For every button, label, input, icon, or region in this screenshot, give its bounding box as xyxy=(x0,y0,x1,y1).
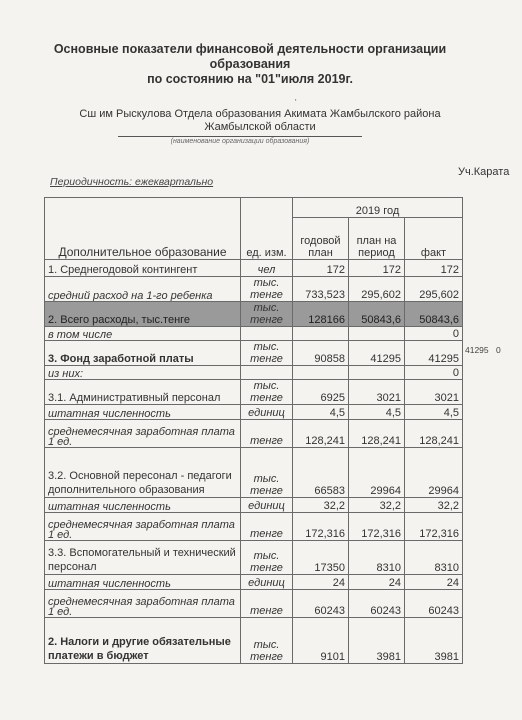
header-category: Дополнительное образование xyxy=(45,198,241,260)
row-period-plan: 3021 xyxy=(349,380,405,405)
row-unit: единиц xyxy=(241,575,293,590)
title-line-1: Основные показатели финансовой деятельности организации xyxy=(53,42,447,56)
table-row xyxy=(45,380,463,405)
row-label: из них: xyxy=(45,366,241,380)
stray-tick-mark: ' xyxy=(295,98,297,107)
row-period-plan: 128,241 xyxy=(349,420,405,448)
row-fact: 50843,6 xyxy=(405,302,463,327)
row-unit: тыс. тенге xyxy=(241,541,293,575)
row-annual-plan xyxy=(293,366,349,380)
header-year: 2019 год xyxy=(293,198,463,218)
row-annual-plan: 172 xyxy=(293,260,349,277)
row-period-plan: 32,2 xyxy=(349,498,405,513)
header-annual-plan: годовой план xyxy=(293,218,349,260)
row-period-plan xyxy=(349,327,405,341)
row-annual-plan: 6925 xyxy=(293,380,349,405)
row-annual-plan: 4,5 xyxy=(293,405,349,420)
row-annual-plan: 172,316 xyxy=(293,513,349,541)
row-annual-plan: 17350 xyxy=(293,541,349,575)
table-row xyxy=(45,260,463,277)
row-label: штатная численность xyxy=(45,405,241,420)
org-underline xyxy=(118,136,362,137)
row-label: 3.3. Вспомогательный и технический персонал xyxy=(45,541,241,575)
row-unit: единиц xyxy=(241,405,293,420)
row-fact: 128,241 xyxy=(405,420,463,448)
row-label: штатная численность xyxy=(45,575,241,590)
row-fact: 172,316 xyxy=(405,513,463,541)
row-unit: тыс. тенге xyxy=(241,341,293,366)
table-row xyxy=(45,448,463,498)
table-row xyxy=(45,366,463,380)
row-fact: 3981 xyxy=(405,618,463,664)
header-unit: ед. изм. xyxy=(241,198,293,260)
table-row xyxy=(45,341,463,366)
row-period-plan xyxy=(349,366,405,380)
row-period-plan: 24 xyxy=(349,575,405,590)
row-label: среднемесячная заработная плата 1 ед. xyxy=(45,420,241,448)
row-period-plan: 29964 xyxy=(349,448,405,498)
row-fact: 295,602 xyxy=(405,277,463,302)
row-fact: 4,5 xyxy=(405,405,463,420)
org-line-2: Жамбылской области xyxy=(204,121,316,133)
table-row xyxy=(45,618,463,664)
row-annual-plan: 24 xyxy=(293,575,349,590)
row-fact: 32,2 xyxy=(405,498,463,513)
row-unit: тенге xyxy=(241,590,293,618)
row-label: 3. Фонд заработной платы xyxy=(45,341,241,366)
row-period-plan: 60243 xyxy=(349,590,405,618)
table-row-highlighted xyxy=(45,302,463,327)
corner-handwritten-note: Уч.Карата xyxy=(458,166,510,178)
row-period-plan: 295,602 xyxy=(349,277,405,302)
row-period-plan: 8310 xyxy=(349,541,405,575)
table-row xyxy=(45,405,463,420)
row-annual-plan: 32,2 xyxy=(293,498,349,513)
organization-name xyxy=(40,108,480,134)
row-annual-plan: 9101 xyxy=(293,618,349,664)
row-fact: 172 xyxy=(405,260,463,277)
row-annual-plan: 60243 xyxy=(293,590,349,618)
row-label: штатная численность xyxy=(45,498,241,513)
row-unit: тыс. тенге xyxy=(241,380,293,405)
row-fact: 0 xyxy=(405,327,463,341)
row-unit: тенге xyxy=(241,513,293,541)
title-line-2: образования xyxy=(209,57,291,71)
row-label: 3.1. Административный персонал xyxy=(45,380,241,405)
row-unit: тенге xyxy=(241,420,293,448)
row-annual-plan: 733,523 xyxy=(293,277,349,302)
table-row xyxy=(45,327,463,341)
row-unit: тыс. тенге xyxy=(241,277,293,302)
table-row xyxy=(45,590,463,618)
row-unit: единиц xyxy=(241,498,293,513)
row-fact: 24 xyxy=(405,575,463,590)
row-period-plan: 50843,6 xyxy=(349,302,405,327)
row-fact: 41295 xyxy=(405,341,463,366)
org-line-1: Сш им Рыскулова Отдела образования Акимата Жамбылского района xyxy=(79,108,441,120)
row-unit: тыс. тенге xyxy=(241,618,293,664)
row-period-plan: 4,5 xyxy=(349,405,405,420)
table-row xyxy=(45,498,463,513)
row-label: в том числе xyxy=(45,327,241,341)
row-label: среднемесячная заработная плата 1 ед. xyxy=(45,590,241,618)
row-annual-plan: 90858 xyxy=(293,341,349,366)
row-unit xyxy=(241,327,293,341)
row-period-plan: 41295 xyxy=(349,341,405,366)
row-label: 3.2. Основной пересонал - педагоги дополнительного образования xyxy=(45,448,241,498)
row-annual-plan: 128,241 xyxy=(293,420,349,448)
side-note-value: 41295 xyxy=(465,345,489,355)
table-row xyxy=(45,575,463,590)
side-note-zero: 0 xyxy=(496,345,501,355)
row-annual-plan: 128166 xyxy=(293,302,349,327)
row-label: 2. Налоги и другие обязательные платежи в бюджет xyxy=(45,618,241,664)
document-title xyxy=(40,42,460,87)
row-unit: чел xyxy=(241,260,293,277)
row-fact: 8310 xyxy=(405,541,463,575)
financial-indicators-table xyxy=(44,197,463,664)
header-period-plan: план на период xyxy=(349,218,405,260)
table-header-row xyxy=(45,198,463,218)
row-label: 1. Среднегодовой контингент xyxy=(45,260,241,277)
periodicity-label: Периодичность: ежеквартально xyxy=(50,176,214,188)
row-fact: 60243 xyxy=(405,590,463,618)
row-fact: 3021 xyxy=(405,380,463,405)
row-annual-plan: 66583 xyxy=(293,448,349,498)
row-label: среднемесячная заработная плата 1 ед. xyxy=(45,513,241,541)
row-fact: 0 xyxy=(405,366,463,380)
row-unit: тыс. тенге xyxy=(241,302,293,327)
row-unit: тыс. тенге xyxy=(241,448,293,498)
row-period-plan: 3981 xyxy=(349,618,405,664)
table-row xyxy=(45,420,463,448)
row-annual-plan xyxy=(293,327,349,341)
row-unit xyxy=(241,366,293,380)
table-row xyxy=(45,513,463,541)
org-caption: (наименование организации образования) xyxy=(170,138,310,145)
row-fact: 29964 xyxy=(405,448,463,498)
table-row xyxy=(45,541,463,575)
row-label: 2. Всего расходы, тыс.тенге xyxy=(45,302,241,327)
row-period-plan: 172 xyxy=(349,260,405,277)
row-label: средний расход на 1-го ребенка xyxy=(45,277,241,302)
title-line-3: по состоянию на "01"июля 2019г. xyxy=(147,72,353,86)
row-period-plan: 172,316 xyxy=(349,513,405,541)
table-row xyxy=(45,277,463,302)
header-fact: факт xyxy=(405,218,463,260)
